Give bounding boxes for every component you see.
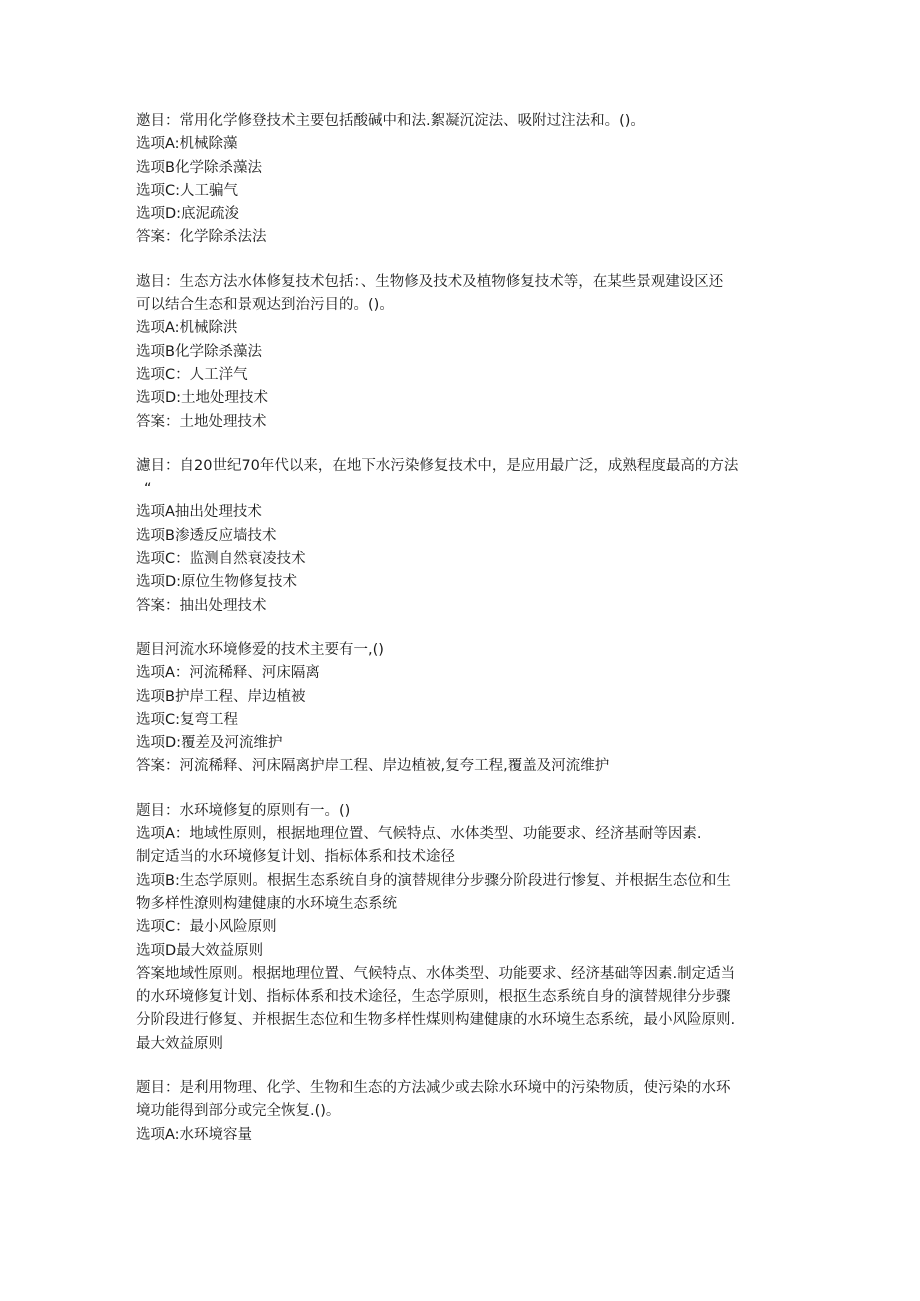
document-body [136, 110, 786, 1168]
option-c: 选项C：人工洋气 [136, 366, 248, 383]
question-text: 濾目：自20世纪70年代以来，在地下水污染修复技术中，是应用最广泛，成熟程度最高的方法 [136, 457, 739, 474]
option-b: 选项B:生态学原则。根据生态系统自身的演替规律分步骤分阶段进行惨复、并根据生态位和生 [136, 872, 731, 889]
option-b: 选项B化学除杀藻法 [136, 343, 262, 360]
option-a: 选项A：河流稀释、河床隔离 [136, 665, 320, 682]
question-text-continued: 境功能得到部分或完全恢复.()。 [136, 1103, 341, 1120]
option-c: 选项C:复弯工程 [136, 711, 239, 728]
answer-text: 答案：土地处理技术 [136, 413, 267, 430]
option-a: 选项A：地域性原则，根据地理位置、气候特点、水体类型、功能要求、经济基耐等因素. [136, 826, 702, 843]
question-text: 题目：水环境修复的原则有一。() [136, 802, 351, 819]
question-block-4 [136, 639, 786, 779]
option-d: 选项D:原位生物修复技术 [136, 574, 298, 591]
question-text: 题目：是利用物理、化学、生物和生态的方法减少或去除水环境中的污染物质，使污染的水环 [136, 1079, 731, 1096]
option-b: 选项B渗透反应墙技术 [136, 527, 277, 544]
question-text: 遨目：生态方法水体修复技术包括：、生物修及技术及植物修复技术等，在某些景观建设区还 [136, 273, 724, 290]
answer-text: 答案地域性原则。根据地理位置、气候特点、水体类型、功能要求、经济基础等因素.制定适当 [136, 965, 736, 982]
answer-text-continued: 的水环境修复计划、指标体系和技术途径，生态学原则，根抠生态系统自身的演替规律分步骤 [136, 989, 731, 1006]
question-text: 邀目：常用化学修登技术主要包括酸碱中和法.絮凝沉淀法、吸附过注法和。()。 [136, 113, 645, 129]
question-block-5 [136, 800, 786, 1056]
option-c: 选项C:人工骗气 [136, 182, 239, 199]
question-block-3 [136, 455, 786, 618]
option-d: 选项D:底泥疏浚 [136, 206, 240, 223]
option-a: 选项A:水环境容量 [136, 1126, 253, 1143]
option-a-continued: 制定适当的水环境修复计划、指标体系和技术途径 [136, 849, 455, 866]
answer-text-continued: 最大效益原则 [136, 1035, 223, 1052]
question-text: 题目河流水环境修爱的技术主要有一,() [136, 641, 384, 658]
option-b: 选项B护岸工程、岸边植被 [136, 688, 306, 705]
option-d: 选项D:土地处理技术 [136, 390, 269, 407]
option-c: 选项C：最小风险原则 [136, 919, 277, 936]
option-b: 选项B化学除杀藻法 [136, 159, 262, 176]
option-c: 选项C：监测自然衰凌技术 [136, 551, 306, 568]
answer-text: 答案：河流稀释、河床隔离护岸工程、岸边植被,复夸工程,覆盖及河流维护 [136, 758, 610, 775]
question-text-continued: “ [144, 481, 152, 498]
answer-text: 答案：抽出处理技术 [136, 597, 267, 614]
option-d: 选项D最大效益原则 [136, 942, 264, 959]
option-a: 选项A:机械除藻 [136, 136, 238, 153]
option-a: 选项A抽出处理技术 [136, 504, 262, 521]
question-block-2 [136, 271, 786, 434]
question-text-continued: 可以结合生态和景观达到治污目的。()。 [136, 297, 394, 314]
option-d: 选项D:覆差及河流维护 [136, 735, 283, 752]
answer-text: 答案：化学除杀法法 [136, 229, 267, 246]
option-a: 选项A:机械除洪 [136, 320, 238, 337]
answer-text-continued: 分阶段进行修复、并根据生态位和生物多样性煤则构建健康的水环境生态系统，最小风险原则. [136, 1012, 736, 1029]
question-block-6 [136, 1077, 786, 1147]
option-b-continued: 物多样性潦则构建健康的水环境生态系统 [136, 895, 397, 912]
question-block-1 [136, 110, 786, 250]
